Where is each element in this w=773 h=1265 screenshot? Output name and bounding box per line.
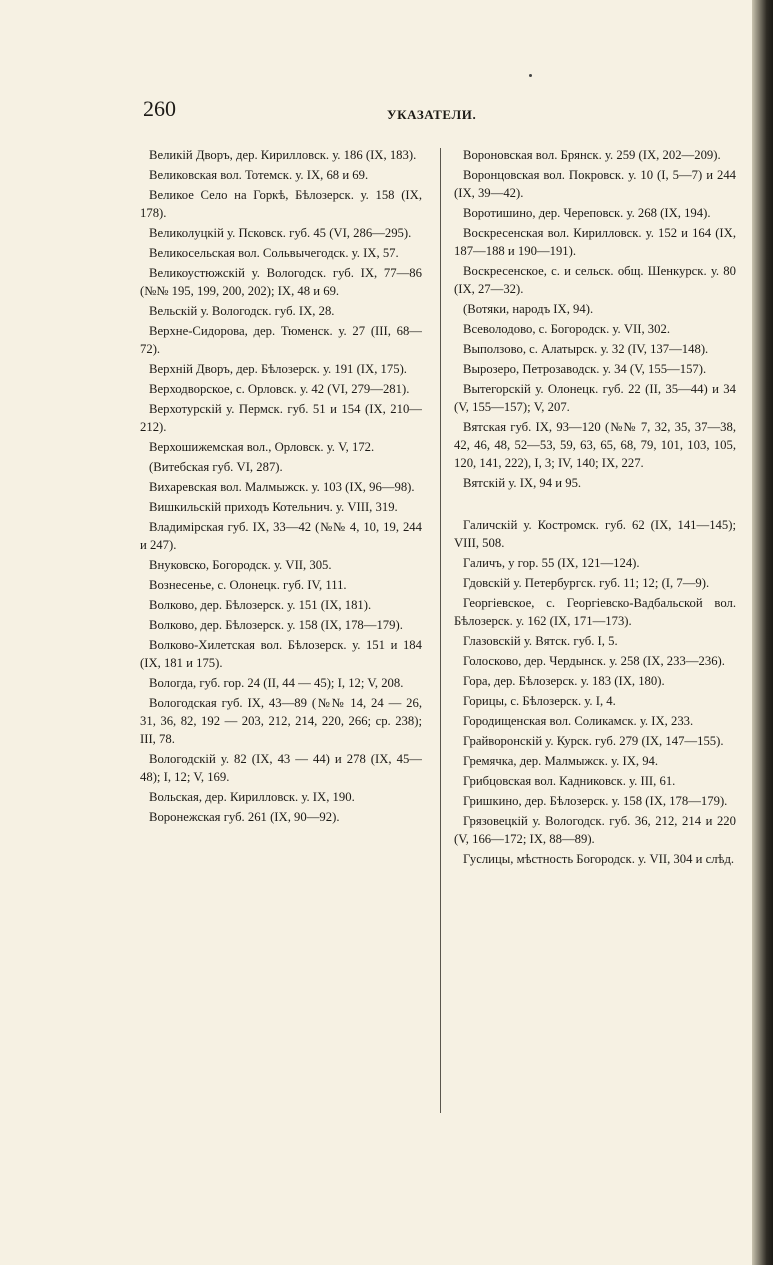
index-entry: Голосково, дер. Чердынск. у. 258 (IX, 233—236). (463, 654, 725, 668)
index-entry: Воскресенская вол. Кирилловск. у. 152 и 164 (IX, 187—188 и 190—191). (454, 226, 736, 258)
index-entry: Грибцовская вол. Кадниковск. у. III, 61. (463, 774, 676, 788)
index-entry: Гуслицы, мѣстность Богородск. у. VII, 304 и слѣд. (463, 852, 735, 866)
section-gap (454, 494, 736, 516)
index-section-v (454, 146, 736, 492)
index-entry: Великовская вол. Тотемск. у. IX, 68 и 69. (149, 168, 369, 182)
index-column-left (140, 146, 422, 828)
index-entry: Внуковско, Богородск. у. VII, 305. (149, 558, 332, 572)
index-section-g (454, 516, 736, 868)
index-entry: Великое Село на Горкѣ, Бѣлозерск. у. 158 (IX, 178). (140, 188, 422, 220)
index-entry: Гдовскій у. Петербургск. губ. 11; 12; (I, 7—9). (463, 576, 710, 590)
index-entry: (Вотяки, народъ IX, 94). (463, 302, 594, 316)
index-entry: Выползово, с. Алатырск. у. 32 (IV, 137—148). (463, 342, 709, 356)
index-entry: Воронцовская вол. Покровск. у. 10 (I, 5—7) и 244 (IX, 39—42). (454, 168, 736, 200)
index-entry: Городищенская вол. Соликамск. у. IX, 233. (463, 714, 694, 728)
index-entry: Галичскій у. Костромск. губ. 62 (IX, 141—145); VIII, 508. (454, 518, 736, 550)
index-entry: Глазовскій у. Вятск. губ. I, 5. (463, 634, 618, 648)
index-entry: Вологда, губ. гор. 24 (II, 44 — 45); I, 12; V, 208. (149, 676, 404, 690)
page-number: 260 (143, 96, 176, 121)
index-entry: Великосельская вол. Сольвычегодск. у. IX, 57. (149, 246, 399, 260)
column-divider (440, 148, 441, 1113)
index-column-right (454, 146, 736, 870)
index-entry: Вологодская губ. IX, 43—89 (№№ 14, 24 — 26, 31, 36, 82, 192 — 203, 212, 214, 220, 266; ср. 238); III, 78. (140, 696, 422, 746)
index-entry: Вологодскій у. 82 (IX, 43 — 44) и 278 (IX, 45—48); I, 12; V, 169. (140, 752, 422, 784)
index-entry: Волково, дер. Бѣлозерск. у. 158 (IX, 178—179). (149, 618, 403, 632)
index-entry: Галичъ, у гор. 55 (IX, 121—124). (463, 556, 640, 570)
index-entry: Горицы, с. Бѣлозерск. у. I, 4. (463, 694, 616, 708)
index-entry: Верхне-Сидорова, дер. Тюменск. у. 27 (III, 68—72). (140, 324, 422, 356)
index-entry: Великій Дворъ, дер. Кирилловск. у. 186 (IX, 183). (149, 148, 417, 162)
index-entry: Великоустюжскій у. Вологодск. губ. IX, 77—86 (№№ 195, 199, 200, 202); IX, 48 и 69. (140, 266, 422, 298)
index-entry: Грайворонскій у. Курск. губ. 279 (IX, 147—155). (463, 734, 724, 748)
index-entry: (Витебская губ. VI, 287). (149, 460, 283, 474)
index-entry: Воронежская губ. 261 (IX, 90—92). (149, 810, 340, 824)
ink-speck (529, 74, 532, 77)
running-head: УКАЗАТЕЛИ. (387, 107, 477, 122)
index-entry: Грязовецкій у. Вологодск. губ. 36, 212, 214 и 220 (V, 166—172; IX, 88—89). (454, 814, 736, 846)
index-entry: Вихаревская вол. Малмыжск. у. 103 (IX, 96—98). (149, 480, 415, 494)
index-entry: Всеволодово, с. Богородск. у. VII, 302. (463, 322, 670, 336)
index-entry: Верхошижемская вол., Орловск. у. V, 172. (149, 440, 375, 454)
index-entry: Вольская, дер. Кирилловск. у. IX, 190. (149, 790, 355, 804)
index-entry: Гора, дер. Бѣлозерск. у. 183 (IX, 180). (463, 674, 665, 688)
index-entry: Воскресенское, с. и сельск. общ. Шенкурск. у. 80 (IX, 27—32). (454, 264, 736, 296)
index-entry: Верхотурскій у. Пермск. губ. 51 и 154 (IX, 210—212). (140, 402, 422, 434)
index-entry: Георгіевское, с. Георгіевско-Вадбальской вол. Бѣлозерск. у. 162 (IX, 171—173). (454, 596, 736, 628)
index-entry: Вятскій у. IX, 94 и 95. (463, 476, 582, 490)
index-entry: Вытегорскій у. Олонецк. губ. 22 (II, 35—44) и 34 (V, 155—157); V, 207. (454, 382, 736, 414)
index-entry: Владимірская губ. IX, 33—42 (№№ 4, 10, 19, 244 и 247). (140, 520, 422, 552)
index-entry: Гришкино, дер. Бѣлозерск. у. 158 (IX, 178—179). (463, 794, 728, 808)
index-entry: Волково-Хилетская вол. Бѣлозерск. у. 151 и 184 (IX, 181 и 175). (140, 638, 422, 670)
index-entry: Вишкильскій приходъ Котельнич. у. VIII, 319. (149, 500, 398, 514)
index-entry: Вороновская вол. Брянск. у. 259 (IX, 202—209). (463, 148, 721, 162)
index-entry: Вознесенье, с. Олонецк. губ. IV, 111. (149, 578, 347, 592)
index-entry: Вырозеро, Петрозаводск. у. 34 (V, 155—157). (463, 362, 707, 376)
index-entry: Вельскій у. Вологодск. губ. IX, 28. (149, 304, 335, 318)
index-entry: Воротишино, дер. Череповск. у. 268 (IX, 194). (463, 206, 711, 220)
binding-edge (752, 0, 773, 1265)
index-entry: Гремячка, дер. Малмыжск. у. IX, 94. (463, 754, 659, 768)
index-entry: Волково, дер. Бѣлозерск. у. 151 (IX, 181). (149, 598, 372, 612)
index-entry: Верхній Дворъ, дер. Бѣлозерск. у. 191 (IX, 175). (149, 362, 407, 376)
index-entry: Великолуцкій у. Псковск. губ. 45 (VI, 286—295). (149, 226, 412, 240)
index-entry: Верходворское, с. Орловск. у. 42 (VI, 279—281). (149, 382, 410, 396)
index-entry: Вятская губ. IX, 93—120 (№№ 7, 32, 35, 37—38, 42, 46, 48, 52—53, 59, 63, 65, 68, 79, 101, 103, 105, 120, 141, 222), I, 3; IV, 140; IX, 227. (454, 420, 736, 470)
